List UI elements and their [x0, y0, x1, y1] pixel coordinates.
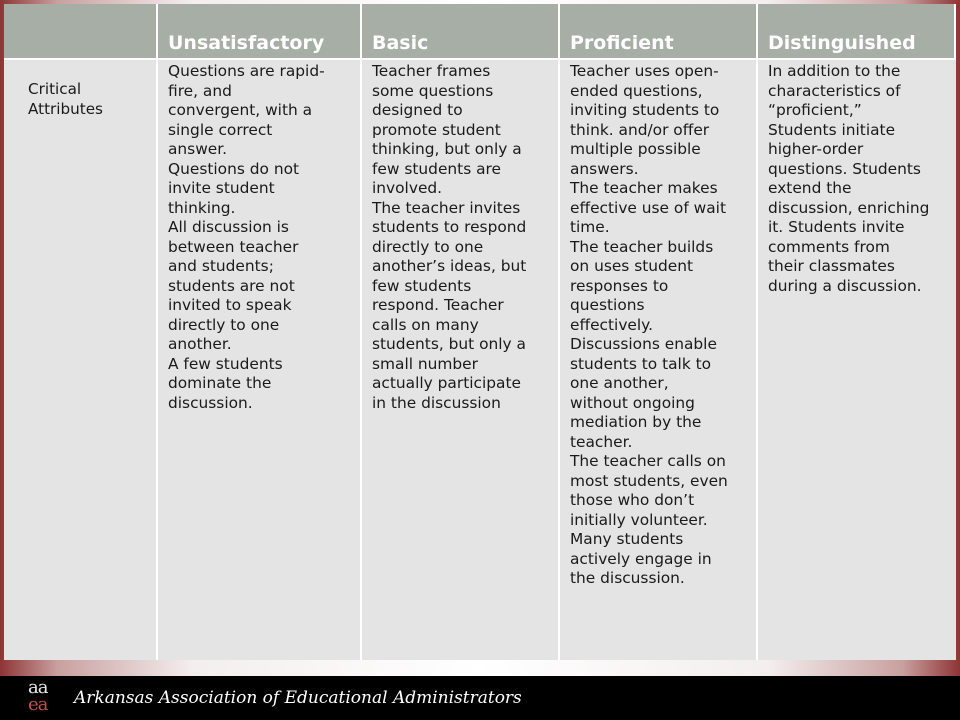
logo-line-2: ea: [28, 694, 48, 715]
header-proficient: Proficient: [560, 4, 758, 60]
cell-distinguished: In addition to the characteristics of “proficient,” Students initiate higher-order questions. Students extend the discussion, enriching it. Students invite comments from their classmates during a discussion.: [758, 60, 956, 660]
row-label-critical-attributes: Critical Attributes: [4, 60, 158, 660]
header-distinguished: Distinguished: [758, 4, 956, 60]
header-basic: Basic: [362, 4, 560, 60]
footer-bar: [0, 676, 960, 720]
cell-basic: Teacher frames some questions designed to promote student thinking, but only a few students are involved. The teacher invites students to respond directly to one another’s ideas, but few students respond. Teacher calls on many students, but only a small number actually participate in the discussion: [362, 60, 560, 660]
logo-line-1: aa: [28, 677, 48, 698]
header-corner: [4, 4, 158, 60]
cell-proficient: Teacher uses open- ended questions, inviting students to think. and/or offer multiple possible answers. The teacher makes effective use of wait time. The teacher builds on uses student responses to questions effectively. Discussions enable students to talk to one another, without ongoing mediation by the teacher. The teacher calls on most students, even those who don’t initially volunteer. Many students actively engage in the discussion.: [560, 60, 758, 660]
organization-name: Arkansas Association of Educational Administrators: [74, 688, 522, 708]
aaea-logo: [28, 678, 68, 718]
rubric-table: [4, 4, 956, 660]
cell-unsatisfactory: Questions are rapid- fire, and convergent, with a single correct answer. Questions do not invite student thinking. All discussion is between teacher and students; students are not invited to speak directly to one another. A few students dominate the discussion.: [158, 60, 362, 660]
header-unsatisfactory: Unsatisfactory: [158, 4, 362, 60]
